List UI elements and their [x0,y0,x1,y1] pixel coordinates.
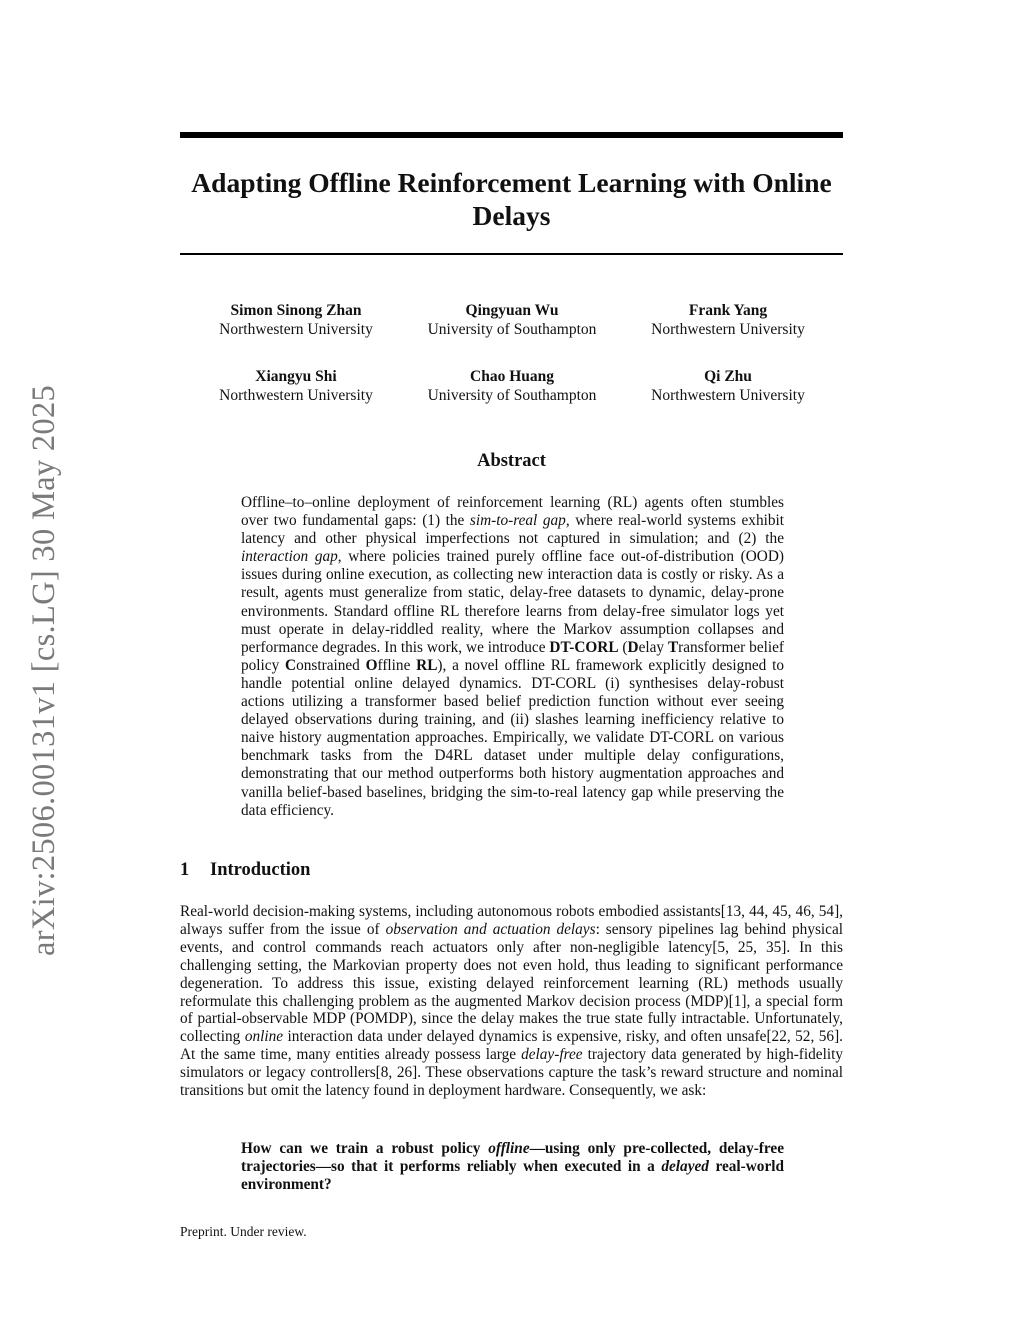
author-affiliation: Northwestern University [651,321,805,338]
author-name: Chao Huang [470,368,554,385]
acronym-part: ( [618,638,628,656]
method-name: DT-CORL [549,638,619,656]
author-block [176,301,416,339]
author-affiliation: University of Southampton [427,321,597,338]
author-name: Qi Zhu [704,368,752,385]
question-text: —using only pre-collected, delay-free trajectories—so that it performs reliably when executed in a [241,1140,784,1175]
author-name: Qingyuan Wu [465,302,559,319]
author-block [392,301,632,339]
abstract-text: ), a novel offline RL framework explicitly designed to handle potential online delayed dynamics. DT-CORL (i) synthesises delay-robust actions utilizing a transformer based belief prediction function without ever seeing delayed observations during training, and (ii) slashes learning inefficiency relative to naive history augmentation approaches. Empirically, we validate DT-CORL on various benchmark tasks from the D4RL dataset under multiple delay configurations, demonstrating that our method outperforms both history augmentation approaches and vanilla belief-based baselines, bridging the sim-to-real latency gap while preserving the data efficiency. [241,656,785,819]
acronym-letter: O [365,656,378,674]
author-name: Frank Yang [688,302,768,319]
introduction-paragraph [180,903,843,1100]
abstract-emphasis: sim-to-real gap [469,512,566,530]
footer-note: Preprint. Under review. [180,1224,307,1239]
author-block [176,367,416,405]
intro-emphasis: delay-free [521,1046,583,1064]
abstract-text: , where real-world systems exhibit latency and other physical imperfections not captured in simulation; and (2) the [241,512,784,548]
abstract-heading: Abstract [477,451,546,471]
question-text: real-world environment? [241,1158,784,1193]
section-title: Introduction [210,860,311,880]
author-affiliation: Northwestern University [219,321,373,338]
section-number: 1 [180,860,190,880]
intro-text: interaction data under delayed dynamics is expensive, risky, and often unsafe[22, 52, 56]. At the same time, many entities already possess large [180,1028,843,1064]
author-affiliation: University of Southampton [427,387,597,404]
abstract-text: , where policies trained purely offline face out-of-distribution (OOD) issues during online execution, as collecting new interaction data is costly or risky. As a result, agents must generalize from static, delay-free datasets to dynamic, delay-prone environments. Standard offline RL therefore learns from delay-free simulator logs yet must operate in delay-riddled reality, where the Markov assumption collapses and performance degrades. In this work, we introduce [241,548,784,656]
title-top-rule [180,132,843,138]
acronym-part: ffline [377,656,417,674]
intro-text: : sensory pipelines lag behind physical events, and control commands reach actuators only after non-negligible latency[5, 25, 35]. In this challenging setting, the Markovian property does not even hold, thus leading to significant performance degeneration. To address this issue, existing delayed reinforcement learning (RL) methods usually reformulate this challenging problem as the augmented Markov decision process (MDP)[1], a special form of partial-observable MDP (POMDP), since the delay makes the true state fully intractable. Unfortunately, collecting [180,920,844,1046]
paper-title: Adapting Offline Reinforcement Learning with Online Delays [191,167,832,231]
intro-emphasis: online [244,1028,284,1046]
intro-text: Real-world decision-making systems, including autonomous robots embodied assistants[13, 44, 45, 46, 54], always suffer from the issue of [180,903,843,938]
acronym-part: ransformer belief policy [241,638,784,674]
research-question [241,1140,784,1194]
abstract-emphasis: interaction gap [241,548,338,566]
section-heading [180,860,310,881]
question-emphasis: delayed [661,1158,709,1175]
author-name: Xiangyu Shi [255,368,337,385]
author-affiliation: Northwestern University [219,387,373,404]
arxiv-identifier-stamp: arXiv:2506.00131v1 [cs.LG] 30 May 2025 [26,384,62,956]
question-text: How can we train a robust policy [241,1140,489,1157]
author-block [608,367,848,405]
author-name: Simon Sinong Zhan [230,302,362,319]
abstract-text: Offline–to–online deployment of reinforcement learning (RL) agents often stumbles over two fundamental gaps: (1) the [241,494,784,530]
acronym-letter: RL [416,656,438,674]
question-emphasis: offline [488,1140,530,1157]
acronym-part: onstrained [296,656,366,674]
author-block [608,301,848,339]
acronym-letter: D [627,638,639,656]
acronym-part: elay [638,638,668,656]
intro-emphasis: observation and actuation delays [385,920,596,938]
acronym-letter: C [285,656,297,674]
author-block [392,367,632,405]
author-affiliation: Northwestern University [651,387,805,404]
acronym-letter: T [667,638,679,656]
abstract-body [241,494,784,820]
intro-text: trajectory data generated by high-fidelity simulators or legacy controllers[8, 26]. These observations capture the task’s reward structure and nominal transitions but omit the latency found in deployment hardware. Consequently, we ask: [180,1046,843,1100]
title-bottom-rule [180,253,843,255]
